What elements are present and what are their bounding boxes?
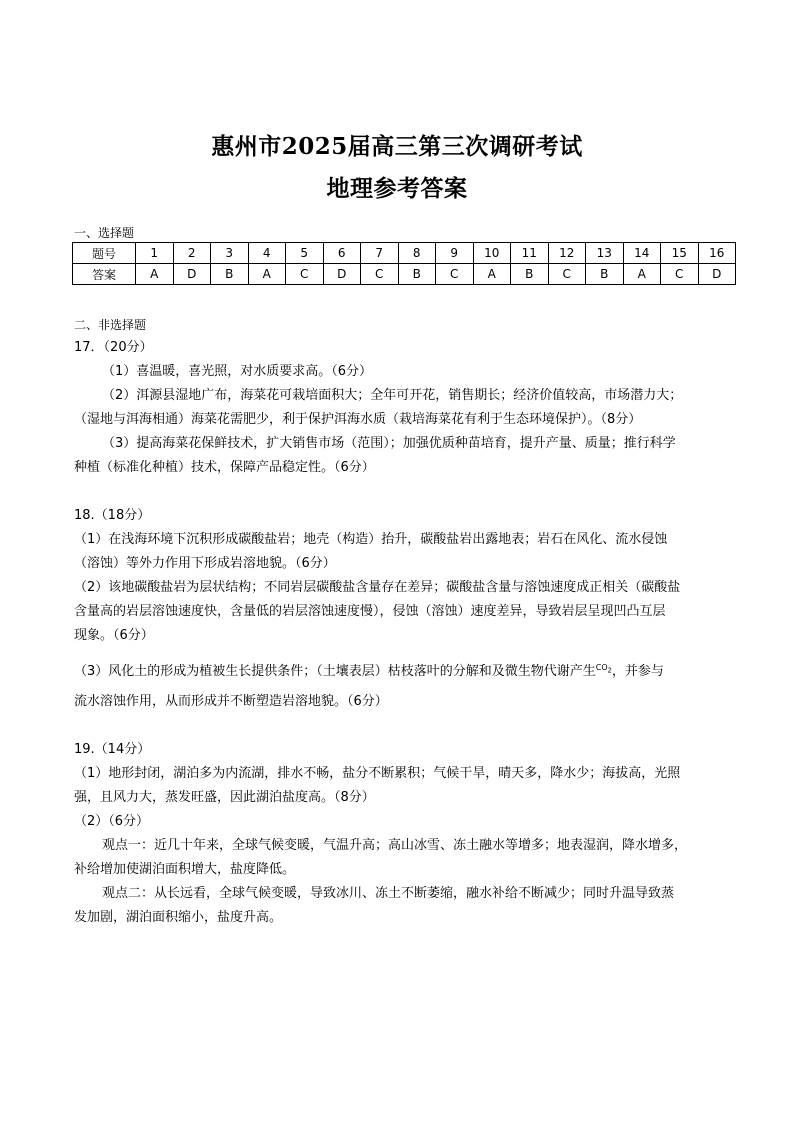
document-title: 惠州市2025届高三第三次调研考试: [211, 133, 583, 160]
question-18-part-2-end: 现象。（6分）: [74, 628, 154, 643]
document-subtitle: 地理参考答案: [326, 175, 468, 202]
section-heading-choice: 一、选择题: [74, 226, 135, 240]
question-19-viewpoint-1-cont: 补给增加使湖泊面积增大，盐度降低。: [74, 862, 296, 877]
question-number-cell: 16: [698, 243, 736, 264]
question-number-cell: 8: [398, 243, 436, 264]
answer-cell: C: [361, 264, 399, 285]
question-18-part-3-cont: 流水溶蚀作用，从而形成并不断塑造岩溶地貌。（6分）: [74, 694, 388, 709]
question-18-part-1-cont: （溶蚀）等外力作用下形成岩溶地貌。（6分）: [74, 556, 336, 571]
answer-cell: C: [548, 264, 586, 285]
question-18-heading: 18.（18分）: [74, 508, 151, 523]
question-18-part-2: （2）该地碳酸盐岩为层状结构；不同岩层碳酸盐含量存在差异；碳酸盐含量与溶蚀速度成正相关（碳酸盐: [74, 580, 681, 595]
question-19-part-1-cont: 强，且风力大，蒸发旺盛，因此湖泊盐度高。（8分）: [74, 790, 375, 805]
section-heading-nonchoice: 二、非选择题: [74, 318, 147, 332]
question-number-cell: 11: [511, 243, 549, 264]
co2-formula-symbol: CO: [595, 663, 608, 672]
answer-cell: B: [211, 264, 249, 285]
question-17-heading: 17．（20分）: [74, 340, 153, 355]
answer-cell: D: [323, 264, 361, 285]
answer-cell: C: [436, 264, 474, 285]
question-number-cell: 12: [548, 243, 586, 264]
question-number-cell: 10: [473, 243, 511, 264]
co2-formula: [595, 663, 612, 675]
answer-cell: A: [136, 264, 174, 285]
question-18-part-3-text: （3）风化土的形成为植被生长提供条件；（土壤表层）枯枝落叶的分解和及微生物代谢产生: [74, 664, 596, 679]
answer-cell: D: [173, 264, 211, 285]
question-number-cell: 1: [136, 243, 174, 264]
question-number-cell: 4: [248, 243, 286, 264]
question-number-cell: 3: [211, 243, 249, 264]
answer-cell: A: [248, 264, 286, 285]
question-17-part-3: （3）提高海菜花保鲜技术，扩大销售市场（范围）；加强优质种苗培育，提升产量、质量；推行科学: [102, 436, 676, 451]
question-number-cell: 6: [323, 243, 361, 264]
table-row-label: 答案: [73, 264, 136, 285]
question-17-part-2-cont: （湿地与洱海相通）海菜花需肥少，利于保护洱海水质（栽培海菜花有利于生态环境保护）。（8分）: [74, 412, 642, 427]
question-17-part-2: （2）洱源县湿地广布，海菜花可栽培面积大；全年可开花，销售期长；经济价值较高，市场潜力大；: [102, 388, 683, 403]
answer-cell: B: [398, 264, 436, 285]
answer-cell: D: [698, 264, 736, 285]
question-number-cell: 7: [361, 243, 399, 264]
answer-cell: C: [286, 264, 324, 285]
question-19-viewpoint-1: 观点一：近几十年来，全球气候变暖，气温升高；高山冰雪、冻土融水等增多；地表湿润，降水增多，: [102, 838, 688, 853]
question-number-cell: 2: [173, 243, 211, 264]
table-row-label: 题号: [73, 243, 136, 264]
answer-cell: A: [623, 264, 661, 285]
question-number-cell: 15: [661, 243, 699, 264]
question-number-cell: 5: [286, 243, 324, 264]
question-19-viewpoint-2-cont: 发加剧，湖泊面积缩小，盐度升高。: [74, 910, 283, 925]
answer-cell: A: [473, 264, 511, 285]
question-number-cell: 14: [623, 243, 661, 264]
question-number-cell: 13: [586, 243, 624, 264]
question-19-part-1: （1）地形封闭，湖泊多为内流湖，排水不畅，盐分不断累积；气候干旱，晴天多，降水少；海拔高，光照: [74, 766, 681, 781]
answer-cell: C: [661, 264, 699, 285]
answer-cell: B: [586, 264, 624, 285]
question-18-part-2-cont: 含量高的岩层溶蚀速度快，含量低的岩层溶蚀速度慢），侵蚀（溶蚀）速度差异，导致岩层呈现凹凸互层: [74, 604, 666, 619]
question-19-heading: 19.（14分）: [74, 742, 151, 757]
question-17-part-1: （1）喜温暖，喜光照，对水质要求高。（6分）: [102, 364, 373, 379]
question-18-part-3-text-end: ，并参与: [611, 664, 664, 679]
question-18-part-3: [74, 656, 734, 684]
table-row-numbers: [73, 243, 736, 264]
question-19-viewpoint-2: 观点二：从长远看，全球气候变暖，导致冰川、冻土不断萎缩，融水补给不断减少；同时升温导致蒸: [102, 886, 675, 901]
question-18-part-1: （1）在浅海环境下沉积形成碳酸盐岩；地壳（构造）抬升，碳酸盐岩出露地表；岩石在风化、流水侵蚀: [74, 532, 668, 547]
answer-cell: B: [511, 264, 549, 285]
table-row-answers: [73, 264, 736, 285]
question-number-cell: 9: [436, 243, 474, 264]
answer-table: [72, 242, 736, 285]
question-17-part-3-cont: 种植（标准化种植）技术，保障产品稳定性。（6分）: [74, 460, 375, 475]
question-19-part-2: （2）（6分）: [74, 814, 150, 829]
co2-formula-subscript: 2: [607, 666, 612, 675]
